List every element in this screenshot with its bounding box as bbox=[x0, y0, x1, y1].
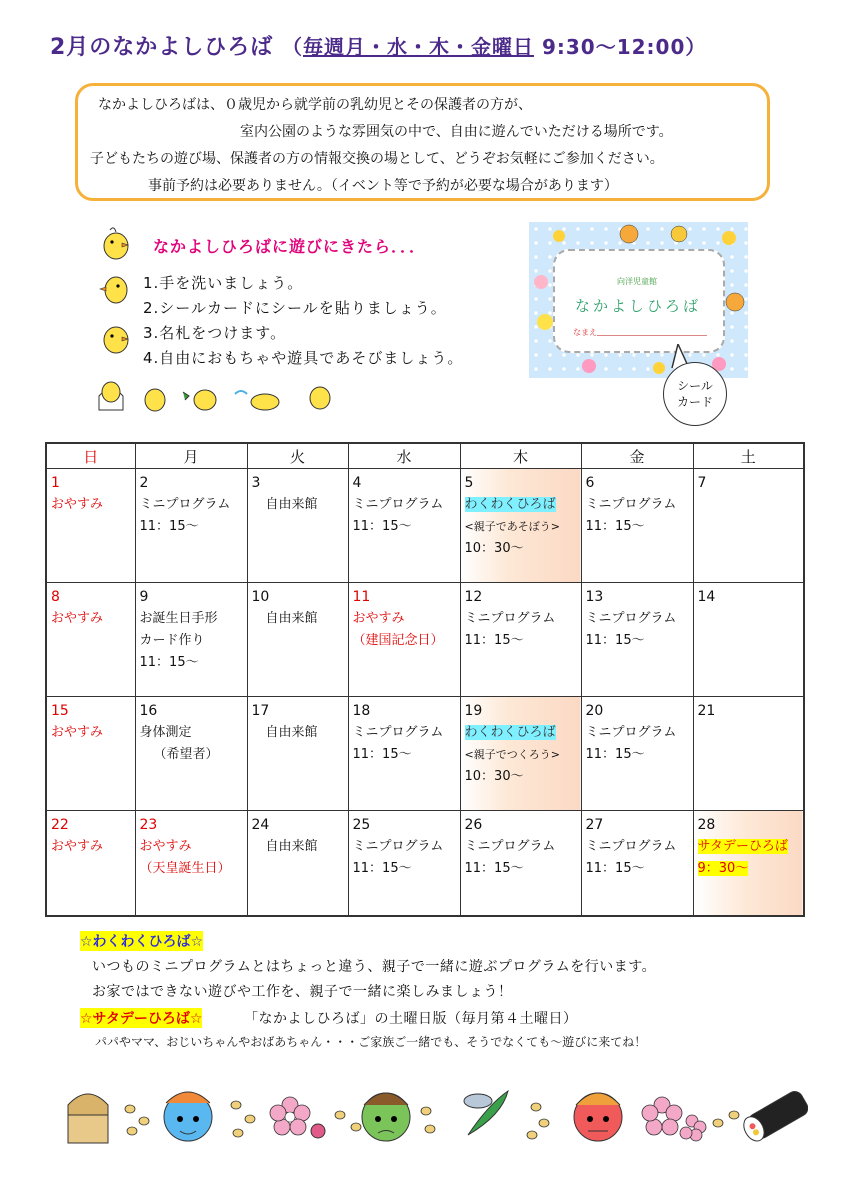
card-title: なかよしひろば bbox=[575, 297, 702, 315]
calendar-day bbox=[46, 811, 135, 917]
day-number: 2 bbox=[139, 475, 149, 491]
day-number: 21 bbox=[697, 703, 716, 719]
day-number: 18 bbox=[352, 703, 371, 719]
calendar-day bbox=[348, 583, 460, 697]
calendar-day bbox=[247, 469, 348, 583]
visit-step: 3.名札をつけます。 bbox=[143, 324, 287, 342]
saturday-desc: 「なかよしひろば」の土曜日版（毎月第４土曜日） bbox=[244, 1011, 578, 1027]
day-event: ミニプログラム bbox=[352, 839, 444, 854]
wakuwaku-heading: ☆わくわくひろば☆ bbox=[80, 931, 203, 951]
calendar-header-row bbox=[46, 443, 804, 469]
calendar-week bbox=[46, 583, 804, 697]
title-schedule bbox=[282, 35, 706, 59]
day-event: ミニプログラム bbox=[352, 497, 444, 512]
chicks-row-icon bbox=[95, 370, 345, 416]
day-time: 11：15〜 bbox=[585, 747, 645, 762]
calendar-day bbox=[693, 697, 804, 811]
calendar-day bbox=[348, 811, 460, 917]
day-event: ミニプログラム bbox=[585, 497, 677, 512]
calendar-day bbox=[581, 811, 693, 917]
day-number: 22 bbox=[51, 817, 69, 833]
day-event: （希望者） bbox=[153, 747, 219, 762]
day-number: 27 bbox=[585, 817, 604, 833]
intro-line-4: 事前予約は必要ありません。（イベント等で予約が必要な場合があります） bbox=[148, 178, 618, 194]
title-time: 9:30〜12:00） bbox=[541, 35, 707, 59]
family-note: パパやママ、おじいちゃんやおばあちゃん・・・ご家族ご一緒でも、そうでなくても〜遊びに来てね！ bbox=[95, 1035, 647, 1049]
visit-heading: なかよしひろばに遊びにきたら．．． bbox=[153, 237, 427, 256]
day-event: カード作り bbox=[139, 633, 205, 648]
page-title bbox=[50, 30, 706, 61]
day-time: 11：15〜 bbox=[352, 861, 412, 876]
setsubun-decor-icon bbox=[58, 1075, 808, 1155]
day-event: ミニプログラム bbox=[352, 725, 444, 740]
calendar-day bbox=[460, 697, 581, 811]
header-sat: 土 bbox=[693, 443, 804, 469]
day-number: 3 bbox=[251, 475, 261, 491]
day-time: 11：15〜 bbox=[352, 519, 412, 534]
saturday-heading: ☆サタデーひろば☆ bbox=[80, 1008, 202, 1028]
chick-icon bbox=[98, 224, 134, 262]
day-holiday: （建国記念日） bbox=[352, 633, 444, 648]
sticker-card-image bbox=[529, 222, 748, 378]
calendar-day bbox=[460, 469, 581, 583]
calendar-week bbox=[46, 811, 804, 917]
day-number: 8 bbox=[51, 589, 60, 605]
day-time: 11：15〜 bbox=[585, 633, 645, 648]
calendar-day bbox=[581, 583, 693, 697]
calendar-day bbox=[46, 583, 135, 697]
header-tue: 火 bbox=[247, 443, 348, 469]
calendar-day bbox=[693, 811, 804, 917]
day-number: 11 bbox=[352, 589, 371, 605]
calendar-day bbox=[46, 697, 135, 811]
calendar-day bbox=[46, 469, 135, 583]
day-number: 10 bbox=[251, 589, 270, 605]
day-event: おやすみ bbox=[51, 611, 104, 626]
day-number: 1 bbox=[51, 475, 60, 491]
intro-line-3: 子どもたちの遊び場、保護者の方の情報交換の場として、どうぞお気軽にご参加ください。 bbox=[90, 151, 664, 167]
day-number: 9 bbox=[139, 589, 149, 605]
day-event: ミニプログラム bbox=[585, 725, 677, 740]
intro-box bbox=[75, 83, 770, 201]
calendar-day bbox=[135, 583, 247, 697]
visit-step: 4.自由におもちゃや遊具であそびましょう。 bbox=[143, 349, 464, 367]
title-open-paren: （ bbox=[281, 35, 303, 59]
day-time: 11：15〜 bbox=[464, 861, 524, 876]
card-inner-frame bbox=[553, 249, 725, 353]
intro-line-1: なかよしひろばは、０歳児から就学前の乳幼児とその保護者の方が、 bbox=[98, 97, 532, 113]
day-number: 17 bbox=[251, 703, 270, 719]
card-small-label: 向洋児童館 bbox=[617, 277, 657, 286]
day-time: 10：30〜 bbox=[464, 541, 524, 556]
day-number: 19 bbox=[464, 703, 483, 719]
day-event-highlight: わくわくひろば bbox=[464, 725, 556, 740]
day-time: 11：15〜 bbox=[352, 747, 412, 762]
calendar-day bbox=[581, 469, 693, 583]
day-event: おやすみ bbox=[51, 497, 104, 512]
day-event: お誕生日手形 bbox=[139, 611, 218, 626]
title-days: 毎週月・水・木・金曜日 bbox=[302, 35, 534, 59]
sticker-card-bubble bbox=[663, 362, 727, 426]
day-time: 11：15〜 bbox=[464, 633, 524, 648]
calendar-day bbox=[460, 583, 581, 697]
day-number: 28 bbox=[697, 817, 716, 833]
day-number: 26 bbox=[464, 817, 483, 833]
day-event: 自由来館 bbox=[265, 839, 318, 854]
calendar-day bbox=[348, 469, 460, 583]
calendar-day bbox=[693, 469, 804, 583]
header-mon: 月 bbox=[135, 443, 247, 469]
day-event: ミニプログラム bbox=[585, 611, 677, 626]
day-event: おやすみ bbox=[51, 725, 104, 740]
day-event: ミニプログラム bbox=[464, 839, 556, 854]
header-fri: 金 bbox=[581, 443, 693, 469]
day-event: おやすみ bbox=[51, 839, 104, 854]
day-number: 6 bbox=[585, 475, 595, 491]
header-sun: 日 bbox=[46, 443, 135, 469]
day-number: 16 bbox=[139, 703, 158, 719]
day-event: 身体測定 bbox=[139, 725, 192, 740]
calendar-day bbox=[135, 469, 247, 583]
calendar-day bbox=[693, 583, 804, 697]
day-number: 25 bbox=[352, 817, 371, 833]
day-event: 自由来館 bbox=[265, 725, 318, 740]
day-event: ミニプログラム bbox=[139, 497, 231, 512]
header-wed: 水 bbox=[348, 443, 460, 469]
card-name-label: なまえ bbox=[573, 328, 597, 337]
bubble-line-2: カード bbox=[676, 395, 713, 409]
day-subtitle: <親子であそぼう> bbox=[464, 520, 560, 533]
day-number: 13 bbox=[585, 589, 604, 605]
chick-icon bbox=[98, 318, 134, 356]
day-event: おやすみ bbox=[139, 839, 192, 854]
day-time: 11：15〜 bbox=[139, 519, 199, 534]
day-number: 12 bbox=[464, 589, 483, 605]
day-number: 24 bbox=[251, 817, 270, 833]
day-time-highlight: 9：30〜 bbox=[697, 861, 749, 876]
calendar-day bbox=[135, 697, 247, 811]
calendar-day bbox=[247, 697, 348, 811]
day-number: 5 bbox=[464, 475, 474, 491]
day-time: 11：15〜 bbox=[585, 861, 645, 876]
calendar-day bbox=[581, 697, 693, 811]
calendar-table bbox=[45, 442, 805, 917]
calendar-day bbox=[135, 811, 247, 917]
day-time: 11：15〜 bbox=[139, 655, 199, 670]
bubble-line-1: シール bbox=[677, 379, 713, 393]
day-number: 20 bbox=[585, 703, 604, 719]
calendar-day bbox=[247, 583, 348, 697]
day-number: 7 bbox=[697, 475, 707, 491]
day-holiday: （天皇誕生日） bbox=[139, 861, 231, 876]
day-time: 10：30〜 bbox=[464, 769, 524, 784]
day-number: 23 bbox=[139, 817, 158, 833]
day-number: 15 bbox=[51, 703, 69, 719]
card-name-line bbox=[597, 335, 707, 336]
chick-icon bbox=[98, 268, 134, 306]
calendar-day bbox=[460, 811, 581, 917]
day-time: 11：15〜 bbox=[585, 519, 645, 534]
day-event: 自由来館 bbox=[265, 497, 318, 512]
day-number: 14 bbox=[697, 589, 716, 605]
day-event: ミニプログラム bbox=[464, 611, 556, 626]
day-event: おやすみ bbox=[352, 611, 405, 626]
calendar-day bbox=[247, 811, 348, 917]
calendar-week bbox=[46, 697, 804, 811]
day-number: 4 bbox=[352, 475, 362, 491]
day-event: 自由来館 bbox=[265, 611, 318, 626]
title-main: 2月のなかよしひろば bbox=[50, 35, 274, 60]
day-event: ミニプログラム bbox=[585, 839, 677, 854]
visit-step: 2.シールカードにシールを貼りましょう。 bbox=[143, 299, 447, 317]
day-event-highlight: わくわくひろば bbox=[464, 497, 556, 512]
calendar-day bbox=[348, 697, 460, 811]
header-thu: 木 bbox=[460, 443, 581, 469]
wakuwaku-desc-2: お家ではできない遊びや工作を、親子で一緒に楽しみましょう！ bbox=[92, 984, 513, 1000]
day-event-highlight: サタデーひろば bbox=[697, 839, 788, 854]
wakuwaku-desc-1: いつものミニプログラムとはちょっと違う、親子で一緒に遊ぶプログラムを行います。 bbox=[92, 959, 657, 975]
day-subtitle: <親子でつくろう> bbox=[464, 748, 560, 761]
visit-step: 1.手を洗いましょう。 bbox=[143, 274, 304, 292]
intro-line-2: 室内公園のような雰囲気の中で、自由に遊んでいただける場所です。 bbox=[240, 124, 673, 140]
calendar-week bbox=[46, 469, 804, 583]
